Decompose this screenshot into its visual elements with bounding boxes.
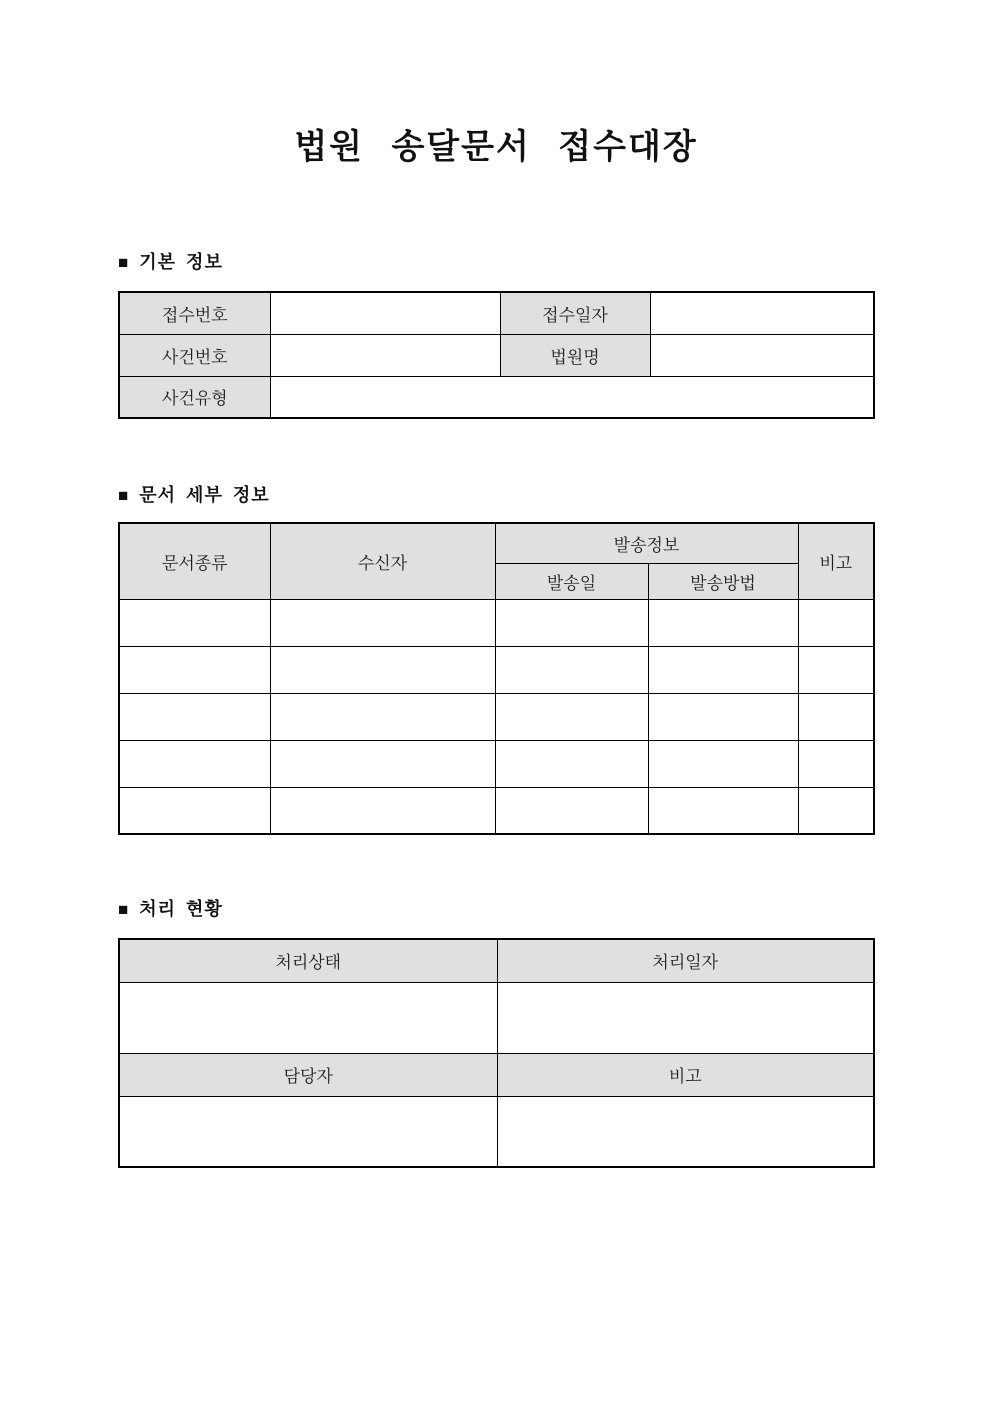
section-heading-processing [118,897,874,922]
recipient-cell [270,787,495,834]
note-cell [798,693,874,740]
processing-date-label: 처리일자 [497,939,874,982]
receipt-date-label: 접수일자 [500,292,650,334]
note-cell [798,646,874,693]
case-type-value-cell [270,376,874,418]
court-name-label: 법원명 [500,334,650,376]
document-details-table [118,522,875,835]
send-method-column-header: 발송방법 [648,563,798,599]
send-date-cell [495,646,648,693]
receipt-no-value-cell [270,292,500,334]
table-row [119,292,874,334]
case-type-label: 사건유형 [119,376,270,418]
doc-type-cell [119,599,270,646]
send-date-column-header: 발송일 [495,563,648,599]
section-heading-basic [118,250,874,275]
note-cell [798,787,874,834]
document-row [119,599,874,646]
send-date-cell [495,787,648,834]
recipient-cell [270,740,495,787]
processing-status-value-cell [119,982,497,1053]
receipt-no-label: 접수번호 [119,292,270,334]
document-row [119,693,874,740]
send-info-column-header: 발송정보 [495,523,798,563]
section-heading-processing-label: 처리 현황 [139,899,223,919]
table-row [119,1096,874,1167]
section-heading-document [118,483,874,508]
basic-info-table [118,291,875,419]
case-no-label: 사건번호 [119,334,270,376]
note-cell [798,740,874,787]
processing-date-value-cell [497,982,874,1053]
processing-note-value-cell [497,1096,874,1167]
send-date-cell [495,599,648,646]
processing-note-label: 비고 [497,1053,874,1096]
section-basic-info [118,250,874,419]
section-bullet-icon: ■ [118,900,130,919]
send-date-cell [495,740,648,787]
send-method-cell [648,646,798,693]
manager-label: 담당자 [119,1053,497,1096]
document-row [119,787,874,834]
recipient-cell [270,599,495,646]
send-method-cell [648,693,798,740]
table-row [119,982,874,1053]
page-title: 법원 송달문서 접수대장 [294,128,698,166]
send-method-cell [648,599,798,646]
recipient-cell [270,693,495,740]
processing-status-table [118,938,875,1168]
recipient-cell [270,646,495,693]
table-row [119,334,874,376]
document-row [119,740,874,787]
table-row [119,376,874,418]
section-bullet-icon: ■ [118,253,130,272]
manager-value-cell [119,1096,497,1167]
note-column-header: 비고 [798,523,874,599]
table-header-row [119,1053,874,1096]
section-bullet-icon: ■ [118,486,130,505]
processing-status-label: 처리상태 [119,939,497,982]
section-heading-basic-label: 기본 정보 [139,252,223,272]
case-no-value-cell [270,334,500,376]
section-processing-status [118,897,874,1168]
recipient-column-header: 수신자 [270,523,495,599]
send-date-cell [495,693,648,740]
table-header-row [119,939,874,982]
receipt-date-value-cell [650,292,874,334]
doc-type-column-header: 문서종류 [119,523,270,599]
court-name-value-cell [650,334,874,376]
send-method-cell [648,787,798,834]
table-header-row [119,523,874,563]
doc-type-cell [119,740,270,787]
section-document-details [118,483,874,835]
doc-type-cell [119,693,270,740]
send-method-cell [648,740,798,787]
note-cell [798,599,874,646]
doc-type-cell [119,646,270,693]
section-heading-document-label: 문서 세부 정보 [139,485,270,505]
doc-type-cell [119,787,270,834]
document-row [119,646,874,693]
